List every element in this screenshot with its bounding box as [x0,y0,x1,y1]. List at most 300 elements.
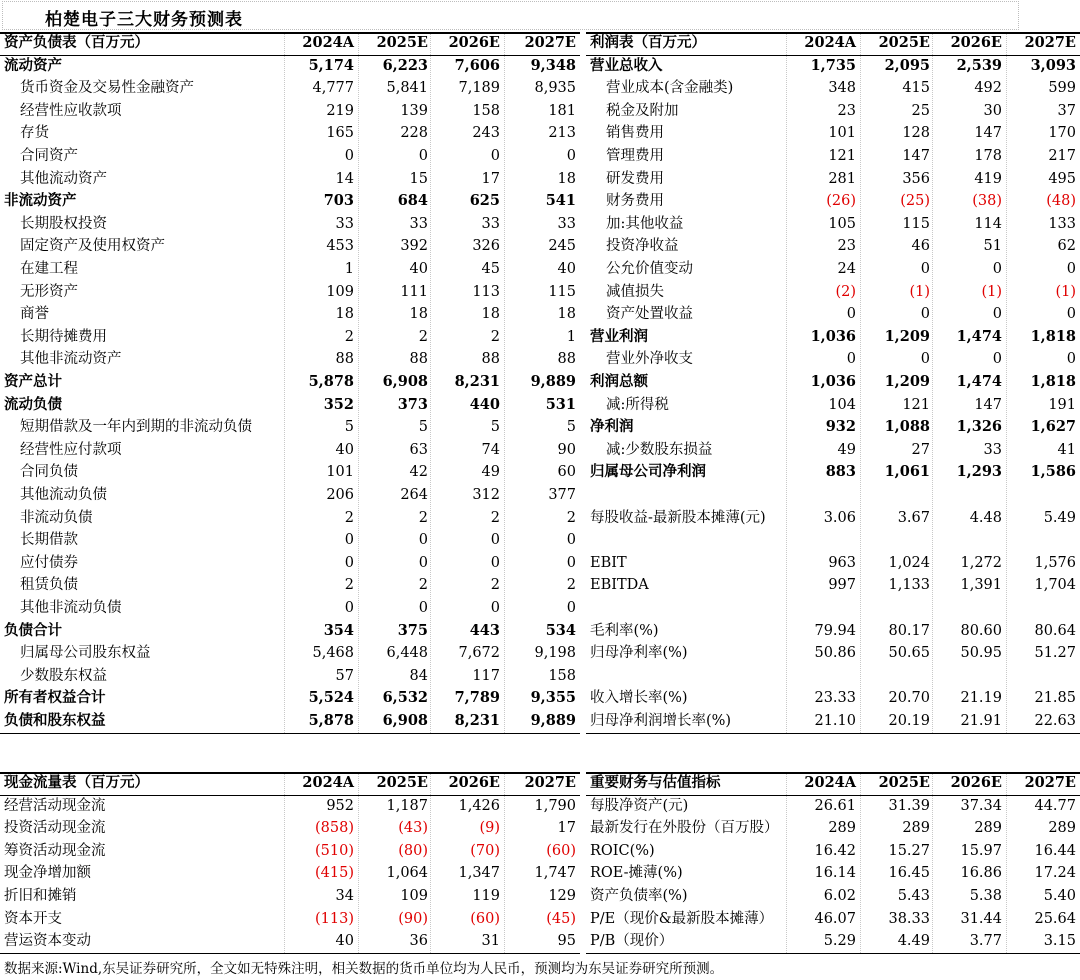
cell-value: 6.02 [823,888,856,904]
cell-value: 0 [344,532,354,549]
row-label: 减:所得税 [606,396,669,413]
table-row [0,795,580,818]
cell-value: 40 [335,441,354,458]
cell-value: 95 [557,933,576,950]
table-row [0,484,580,507]
cell-value: 21.85 [1034,690,1076,707]
cell-value: 6,532 [382,689,428,707]
cell-value: 115 [548,283,576,300]
row-label: P/B（现价） [590,933,674,950]
year-column-header: 2027E [1024,34,1076,51]
row-label: 负债合计 [4,621,62,639]
row-label: 归母净利率(%) [590,645,688,662]
cell-value: 963 [828,554,856,571]
cell-value: 245 [548,238,576,255]
cell-value: 104 [828,396,856,413]
table-row [0,213,580,236]
cell-value: 356 [902,170,930,187]
cell-value: 5.49 [1043,509,1076,526]
cell-value: 453 [326,238,354,255]
table-row [586,665,1080,688]
year-column-header: 2025E [878,34,930,51]
cell-value: 88 [409,351,428,368]
cell-value: (26) [826,193,856,210]
cell-value: 109 [400,888,428,904]
cell-value: 31 [481,933,500,950]
cell-value: 158 [472,102,500,119]
row-label: 归属母公司股东权益 [20,645,151,662]
cell-value: 2 [344,328,354,345]
row-label: 资本开支 [4,910,62,927]
cell-value: 0 [344,148,354,164]
cell-value: 4.48 [969,509,1002,526]
cell-value: 1,347 [458,865,500,882]
table-row [586,122,1080,145]
cell-value: 9,889 [530,712,576,729]
table-row [586,908,1080,931]
table-header-row [586,32,1080,55]
cell-value: 20.19 [888,713,930,729]
cell-value: 599 [1048,80,1076,97]
table-row [586,507,1080,530]
cell-value: 1,187 [386,797,428,814]
cell-value: 3.77 [969,933,1002,950]
row-label: 销售费用 [606,125,664,142]
cell-value: 2 [418,577,428,594]
cell-value: 1,272 [960,554,1002,571]
cell-value: 88 [481,351,500,368]
header-top-rule [0,772,580,774]
cell-value: 111 [400,283,428,300]
table-row [586,213,1080,236]
cell-value: (9) [479,820,500,837]
cell-value: 373 [397,395,428,413]
cell-value: 703 [323,192,354,210]
cell-value: 1,586 [1030,463,1076,481]
table-row [0,840,580,863]
cell-value: 2,539 [956,56,1002,74]
cell-value: 0 [418,148,428,164]
cell-value: 2,095 [884,56,930,74]
cell-value: 51 [983,238,1002,255]
row-label: 所有者权益合计 [4,689,106,707]
cell-value: 8,935 [534,80,576,97]
cell-value: 1,209 [884,327,930,345]
cell-value: 9,355 [530,689,576,707]
cell-value: 1,209 [884,373,930,390]
cell-value: (113) [315,910,354,927]
cell-value: 46.07 [814,910,856,927]
table-row [0,461,580,484]
table-row [0,574,580,597]
row-label: 营业外净收支 [606,351,693,368]
cell-value: 1,790 [534,797,576,814]
row-label: 长期股权投资 [20,215,107,232]
cell-value: 27 [911,441,930,458]
table-header-row [0,32,580,55]
cell-value: 289 [1048,820,1076,837]
cell-value: 1,036 [810,327,856,345]
cell-value: 3.06 [823,509,856,526]
cell-value: 129 [548,888,576,904]
row-label: 归属母公司净利润 [590,463,706,481]
cell-value: 492 [974,80,1002,97]
year-column-header: 2026E [950,34,1002,51]
row-label: 长期借款 [20,532,78,549]
table-row [0,552,580,575]
table-row [0,416,580,439]
cell-value: 5.38 [969,888,1002,904]
row-label: 现金净增加额 [4,865,91,882]
table-row [586,795,1080,818]
cell-value: 5,524 [308,689,354,707]
key-metrics-table [586,772,1080,955]
table-header-row [0,772,580,795]
table-row [0,710,580,733]
cell-value: 1,704 [1034,577,1076,594]
cell-value: 440 [469,395,500,413]
cell-value: 26.61 [814,797,856,814]
cell-value: 5,174 [308,56,354,74]
cell-value: 213 [548,125,576,142]
row-label: 净利润 [590,418,634,436]
cell-value: 9,348 [530,56,576,74]
header-top-rule [586,772,1080,774]
table-bottom-rule [0,733,580,734]
table-title: 现金流量表（百万元） [4,774,149,791]
row-label: 投资活动现金流 [4,820,106,837]
cell-value: 6,448 [386,645,428,662]
cell-value: (48) [1046,193,1076,210]
table-row [586,371,1080,394]
row-label: 减:少数股东损益 [606,441,713,458]
year-column-header: 2026E [448,34,500,51]
table-row [0,665,580,688]
year-column-header: 2026E [950,774,1002,791]
row-label: 租赁负债 [20,577,78,594]
cell-value: (1) [909,283,930,300]
cell-value: 1,818 [1030,373,1076,390]
header-top-rule [586,32,1080,34]
cell-value: 625 [469,192,500,210]
cell-value: 1,735 [810,56,856,74]
cell-value: (1) [981,283,1002,300]
cell-value: 7,606 [454,56,500,74]
cell-value: 1,426 [458,797,500,814]
table-row [0,394,580,417]
cell-value: 17 [557,820,576,837]
cell-value: 997 [828,577,856,594]
cell-value: 74 [481,441,500,458]
cell-value: 8,231 [454,373,500,390]
row-label: 在建工程 [20,261,78,277]
row-label: 资产负债率(%) [590,888,688,904]
cell-value: 534 [545,621,576,639]
cell-value: 88 [557,351,576,368]
table-title: 重要财务与估值指标 [590,774,721,791]
cell-value: 0 [1066,261,1076,277]
table-row [586,439,1080,462]
cell-value: 33 [983,441,1002,458]
row-label: 公允价值变动 [606,261,693,277]
table-header-row [586,772,1080,795]
table-row [0,55,580,78]
header-top-rule [0,32,580,34]
row-label: 少数股东权益 [20,667,107,684]
cell-value: 531 [545,395,576,413]
table-row [586,168,1080,191]
cell-value: (415) [315,865,354,882]
cell-value: 50.86 [814,645,856,662]
cell-value: 0 [418,600,428,616]
table-row [0,77,580,100]
cell-value: 2 [490,509,500,526]
cell-value: 206 [326,487,354,503]
cell-value: 62 [1057,238,1076,255]
cell-value: 15 [409,170,428,187]
cell-value: 23 [837,102,856,119]
cell-value: 178 [974,148,1002,164]
cell-value: (80) [398,842,428,859]
cell-value: 2 [418,328,428,345]
cell-value: 15.27 [888,842,930,859]
row-label: 负债和股东权益 [4,712,106,729]
table-row [0,122,580,145]
cell-value: (510) [315,842,354,859]
report-title: 柏楚电子三大财务预测表 [45,10,243,30]
cell-value: 1,088 [884,418,930,436]
cell-value: 170 [1048,125,1076,142]
year-column-header: 2024A [804,34,856,51]
table-row [586,235,1080,258]
cell-value: 2 [344,577,354,594]
cell-value: 883 [825,463,856,481]
cell-value: 44.77 [1034,797,1076,814]
cell-value: 2 [418,509,428,526]
cell-value: 5,878 [308,373,354,390]
row-label: 营业成本(含金融类) [606,80,734,97]
cell-value: 7,789 [454,689,500,707]
table-row [0,348,580,371]
cell-value: 0 [992,351,1002,368]
cell-value: 5.29 [823,933,856,950]
cell-value: 6,908 [382,712,428,729]
cell-value: 18 [557,170,576,187]
row-label: 经营性应付款项 [20,441,122,458]
cell-value: 101 [326,464,354,481]
cell-value: (25) [900,193,930,210]
cell-value: 415 [902,80,930,97]
row-label: 筹资活动现金流 [4,842,106,859]
row-label: 利润总额 [590,373,648,390]
cell-value: 191 [1048,396,1076,413]
table-row [586,529,1080,552]
cell-value: 30 [983,102,1002,119]
year-column-header: 2024A [302,774,354,791]
table-row [586,190,1080,213]
cell-value: 117 [472,667,500,684]
cell-value: (45) [546,910,576,927]
row-label: 最新发行在外股份（百万股） [590,820,779,837]
cash-flow-table [0,772,580,955]
cell-value: 541 [545,192,576,210]
cell-value: 0 [418,532,428,549]
cell-value: 15.97 [960,842,1002,859]
cell-value: 3.15 [1043,933,1076,950]
cell-value: 4,777 [312,80,354,97]
row-label: 固定资产及使用权资产 [20,238,165,255]
cell-value: 128 [902,125,930,142]
cell-value: 0 [846,306,856,323]
table-row [586,642,1080,665]
cell-value: 3.67 [897,509,930,526]
cell-value: 1,133 [888,577,930,594]
cell-value: 5,841 [386,80,428,97]
row-label: 无形资产 [20,283,78,300]
cell-value: 377 [548,487,576,503]
table-row [586,930,1080,953]
cell-value: 41 [1057,441,1076,458]
cell-value: (60) [546,842,576,859]
cell-value: 1,818 [1030,327,1076,345]
cell-value: 37 [1057,102,1076,119]
cell-value: 1 [566,328,576,345]
row-label: 非流动资产 [4,192,77,210]
row-label: ROIC(%) [590,842,655,859]
row-label: 每股收益-最新股本摊薄(元) [590,509,766,526]
table-row [0,439,580,462]
table-row [0,190,580,213]
cell-value: 0 [566,600,576,616]
table-row [586,303,1080,326]
table-title: 资产负债表（百万元） [4,34,149,51]
cell-value: 1,061 [884,463,930,481]
table-row [0,687,580,710]
cell-value: 50.95 [960,645,1002,662]
cell-value: 392 [400,238,428,255]
cell-value: 31.39 [888,797,930,814]
year-column-header: 2025E [376,34,428,51]
cell-value: 114 [974,215,1002,232]
cell-value: 17.24 [1034,865,1076,882]
cell-value: 289 [974,820,1002,837]
row-label: 经营性应收款项 [20,102,122,119]
cell-value: 21.19 [960,690,1002,707]
cell-value: 352 [323,395,354,413]
table-row [0,817,580,840]
table-row [586,552,1080,575]
cell-value: 16.45 [888,865,930,882]
cell-value: 113 [472,283,500,300]
cell-value: 109 [326,283,354,300]
table-row [0,507,580,530]
row-label: ROE-摊薄(%) [590,865,683,882]
cell-value: 443 [469,621,500,639]
cell-value: 0 [920,306,930,323]
cell-value: 46 [911,238,930,255]
cell-value: 5 [418,419,428,436]
table-row [0,908,580,931]
table-row [586,620,1080,643]
row-label: 流动资产 [4,56,62,74]
cell-value: 16.86 [960,865,1002,882]
cell-value: 289 [902,820,930,837]
row-label: 其他非流动负债 [20,600,122,616]
cell-value: (43) [398,820,428,837]
cell-value: 1 [344,261,354,277]
cell-value: 25 [911,102,930,119]
row-label: 其他流动负债 [20,487,107,503]
row-label: 其他流动资产 [20,170,107,187]
cell-value: (90) [398,910,428,927]
table-row [0,100,580,123]
table-row [586,100,1080,123]
cell-value: 1,064 [386,865,428,882]
table-row [586,348,1080,371]
table-row [586,77,1080,100]
cell-value: 139 [400,102,428,119]
cell-value: 2 [566,577,576,594]
cell-value: 0 [566,554,576,571]
cell-value: 158 [548,667,576,684]
row-label: 管理费用 [606,148,664,164]
cell-value: 51.27 [1034,645,1076,662]
cell-value: 42 [409,464,428,481]
table-row [0,885,580,908]
cell-value: 7,672 [458,645,500,662]
cell-value: 5,468 [312,645,354,662]
table-row [0,529,580,552]
cell-value: 6,223 [382,56,428,74]
row-label: 短期借款及一年内到期的非流动负债 [20,419,252,436]
table-row [0,930,580,953]
cell-value: 2 [566,509,576,526]
row-label: 营业利润 [590,327,648,345]
table-row [586,862,1080,885]
cell-value: 40 [409,261,428,277]
row-label: 税金及附加 [606,102,679,119]
year-column-header: 2025E [376,774,428,791]
cell-value: 354 [323,621,354,639]
cell-value: 219 [326,102,354,119]
cell-value: 684 [397,192,428,210]
cell-value: 0 [566,148,576,164]
cell-value: 5 [490,419,500,436]
cell-value: 21.91 [960,713,1002,729]
row-label: 收入增长率(%) [590,690,688,707]
table-row [0,168,580,191]
cell-value: 40 [335,933,354,950]
cell-value: 0 [490,532,500,549]
cell-value: 0 [344,554,354,571]
cell-value: 16.44 [1034,842,1076,859]
cell-value: 79.94 [814,622,856,639]
cell-value: 0 [490,554,500,571]
table-row [586,258,1080,281]
cell-value: 36 [409,933,428,950]
table-row [586,687,1080,710]
cell-value: 49 [837,441,856,458]
cell-value: 281 [828,170,856,187]
cell-value: 37.34 [960,797,1002,814]
row-label: P/E（现价&最新股本摊薄） [590,910,774,927]
cell-value: 45 [481,261,500,277]
row-label: 商誉 [20,306,49,323]
table-row [0,597,580,620]
cell-value: 7,189 [458,80,500,97]
cell-value: 80.64 [1034,622,1076,639]
cell-value: 20.70 [888,690,930,707]
